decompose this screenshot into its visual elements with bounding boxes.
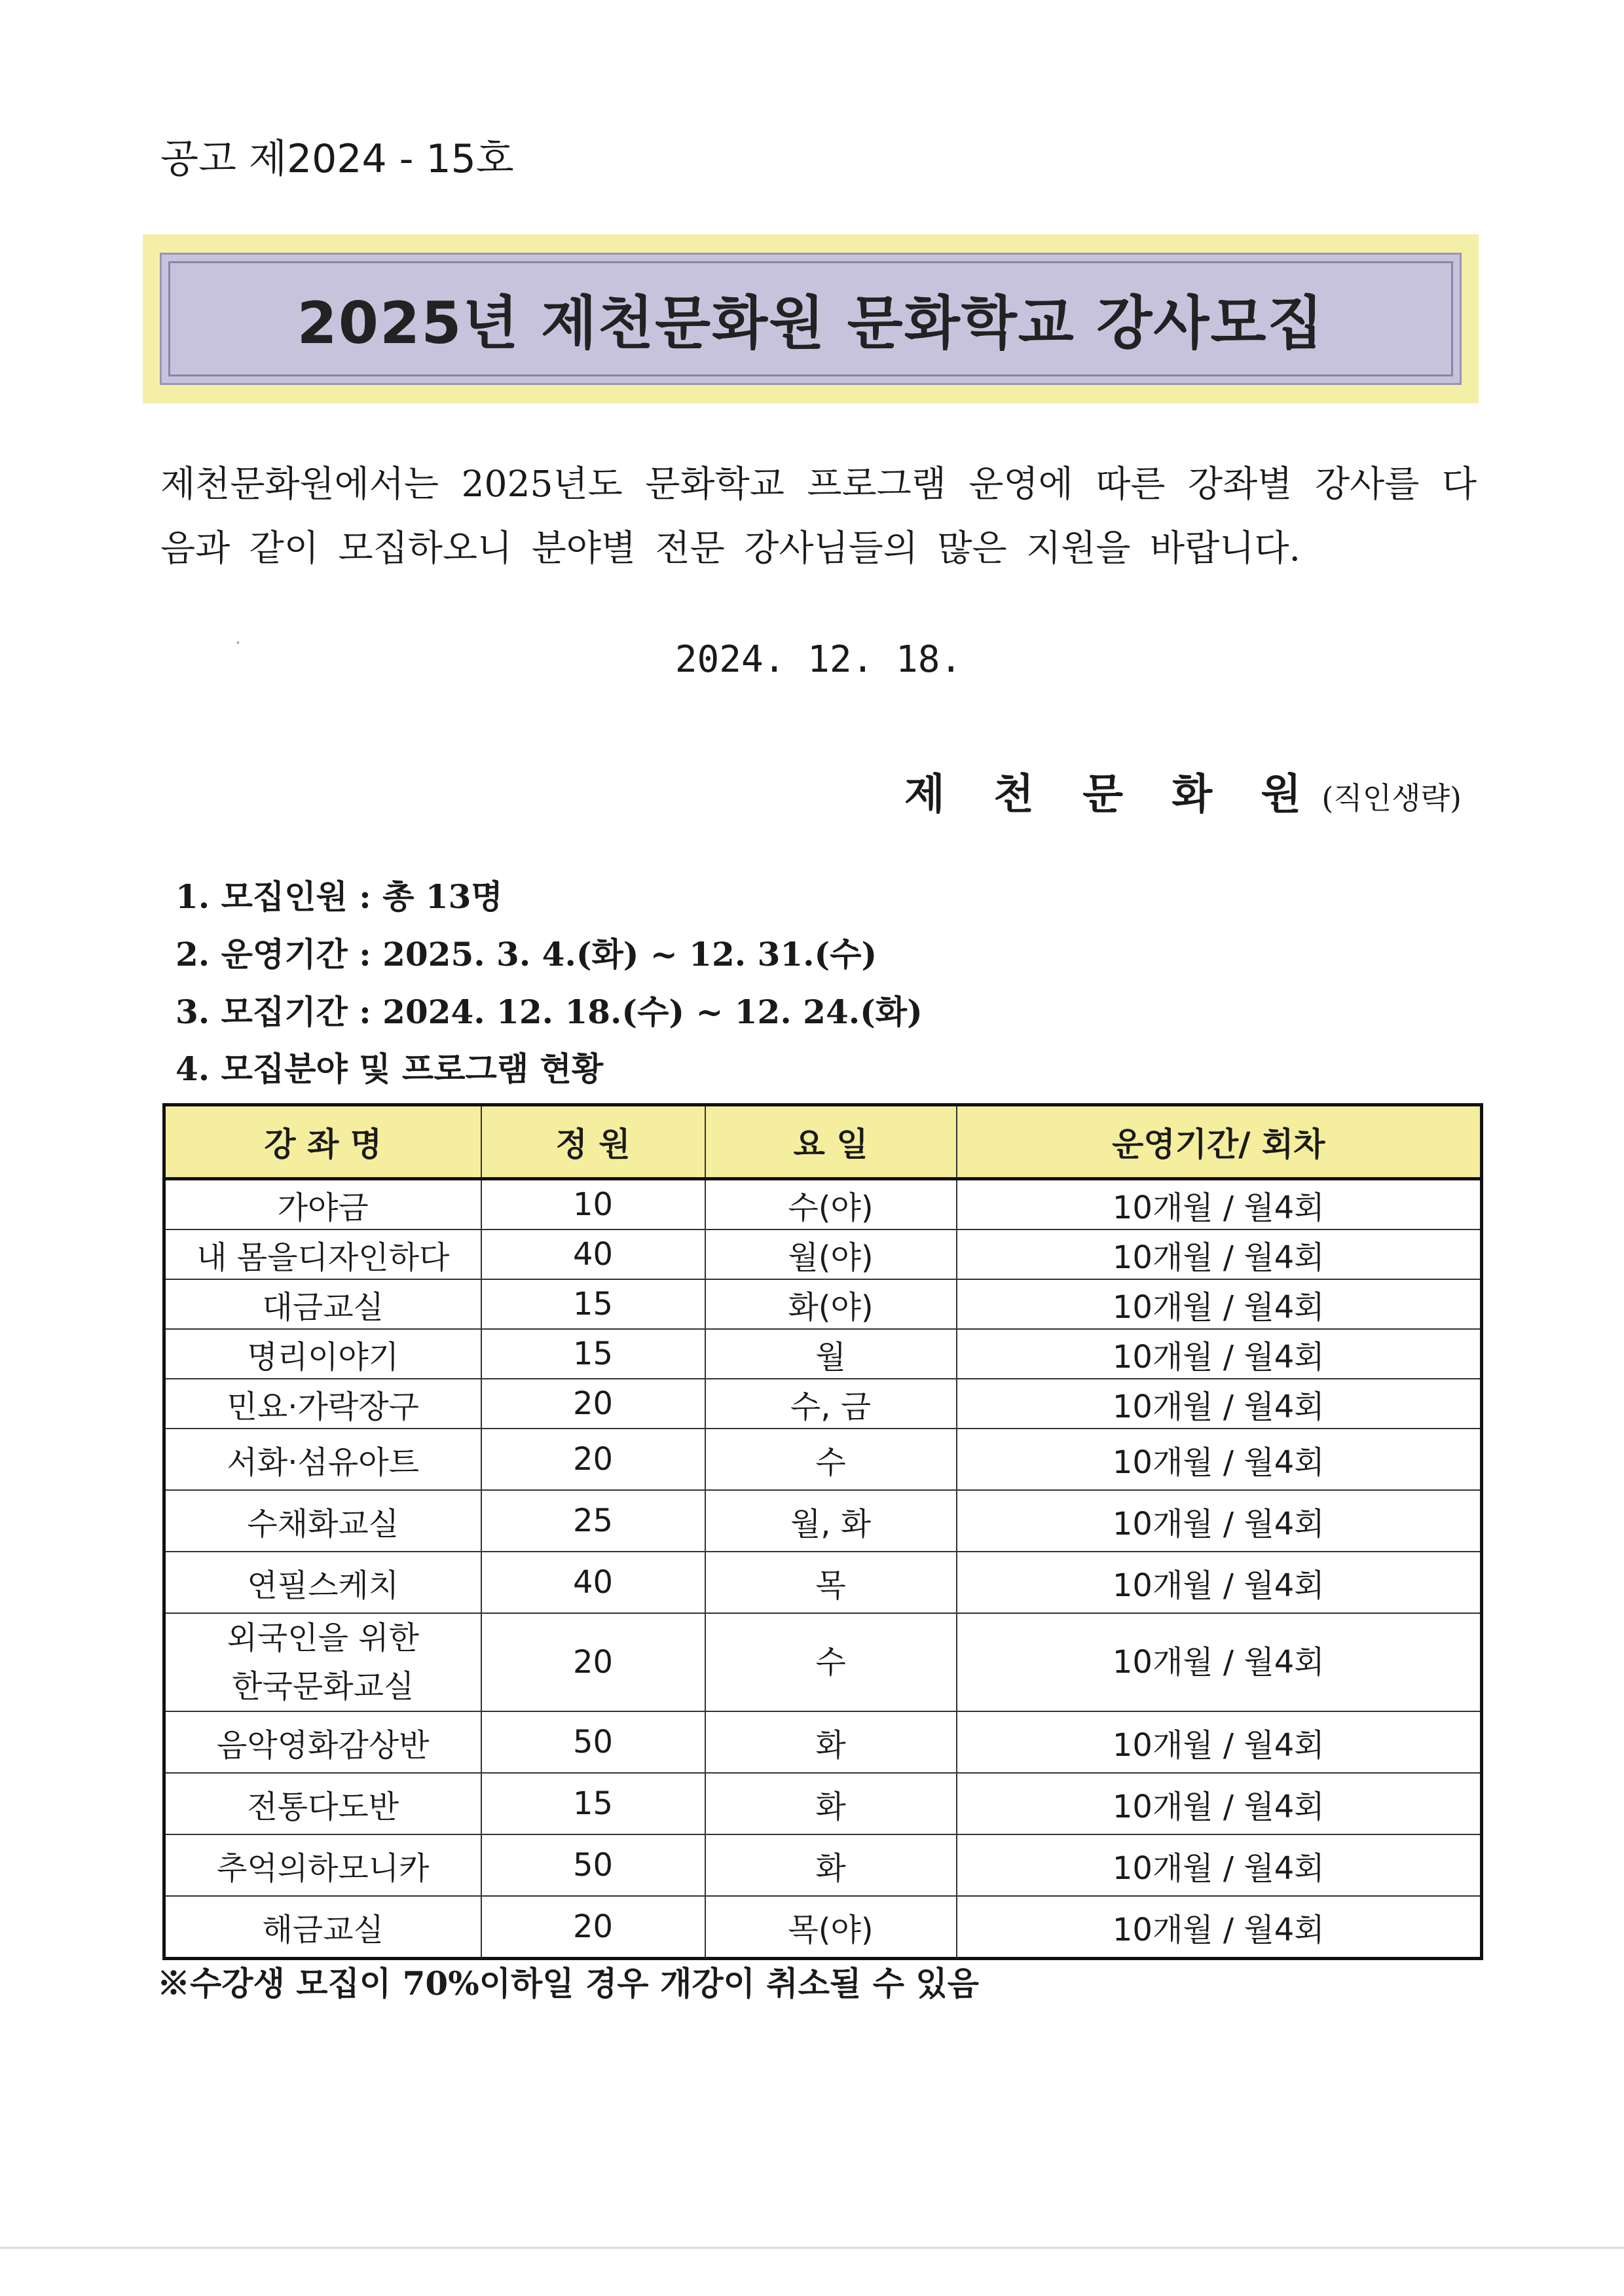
course-name-line1: 외국인을 위한 bbox=[227, 1620, 419, 1656]
course-name: 전통다도반 bbox=[164, 1773, 481, 1834]
announcement-date: 2024. 12. 18. bbox=[674, 638, 963, 681]
column-header-day: 요 일 bbox=[705, 1105, 957, 1179]
capacity: 20 bbox=[481, 1379, 705, 1429]
period-sessions: 10개월 / 월4회 bbox=[957, 1429, 1482, 1490]
course-name: 음악영화감상반 bbox=[164, 1711, 481, 1773]
title-banner bbox=[143, 234, 1479, 403]
period-sessions: 10개월 / 월4회 bbox=[957, 1552, 1482, 1613]
table-row bbox=[164, 1179, 1482, 1230]
program-table bbox=[162, 1103, 1483, 1960]
table-row bbox=[164, 1230, 1482, 1279]
table-row bbox=[164, 1613, 1482, 1711]
course-name: 연필스케치 bbox=[164, 1552, 481, 1613]
period-sessions: 10개월 / 월4회 bbox=[957, 1329, 1482, 1379]
period-sessions: 10개월 / 월4회 bbox=[957, 1613, 1482, 1711]
period-sessions: 10개월 / 월4회 bbox=[957, 1711, 1482, 1773]
seal-omitted-note: (직인생략) bbox=[1321, 780, 1462, 816]
course-name: 명리이야기 bbox=[164, 1329, 481, 1379]
item-operation-period: 2. 운영기간 : 2025. 3. 4.(화) ~ 12. 31.(수) bbox=[175, 935, 877, 974]
class-day: 수 bbox=[705, 1429, 957, 1490]
class-day: 화 bbox=[705, 1711, 957, 1773]
class-day: 월 bbox=[705, 1329, 957, 1379]
period-sessions: 10개월 / 월4회 bbox=[957, 1834, 1482, 1896]
course-name: 추억의하모니카 bbox=[164, 1834, 481, 1896]
title-banner-inner bbox=[160, 253, 1462, 385]
course-name: 가야금 bbox=[164, 1179, 481, 1230]
item-recruit-period: 3. 모집기간 : 2024. 12. 18.(수) ~ 12. 24.(화) bbox=[175, 993, 923, 1031]
class-day: 목(야) bbox=[705, 1896, 957, 1959]
class-day: 화 bbox=[705, 1834, 957, 1896]
column-header-course: 강 좌 명 bbox=[164, 1105, 481, 1179]
item-recruit-count: 1. 모집인원 : 총 13명 bbox=[175, 877, 503, 916]
class-day: 수(야) bbox=[705, 1179, 957, 1230]
column-header-capacity: 정 원 bbox=[481, 1105, 705, 1179]
period-sessions: 10개월 / 월4회 bbox=[957, 1179, 1482, 1230]
organization-name: 제 천 문 화 원 bbox=[904, 770, 1319, 819]
capacity: 20 bbox=[481, 1613, 705, 1711]
course-name: 서화·섬유아트 bbox=[164, 1429, 481, 1490]
table-row bbox=[164, 1552, 1482, 1613]
capacity: 20 bbox=[481, 1429, 705, 1490]
table-row bbox=[164, 1429, 1482, 1490]
course-name-line2: 한국문화교실 bbox=[232, 1668, 415, 1705]
capacity: 20 bbox=[481, 1896, 705, 1959]
capacity: 50 bbox=[481, 1711, 705, 1773]
course-name: 수채화교실 bbox=[164, 1490, 481, 1552]
table-header-row bbox=[164, 1105, 1482, 1179]
course-name: 대금교실 bbox=[164, 1279, 481, 1329]
capacity: 15 bbox=[481, 1773, 705, 1834]
course-name: 민요·가락장구 bbox=[164, 1379, 481, 1429]
period-sessions: 10개월 / 월4회 bbox=[957, 1490, 1482, 1552]
capacity: 25 bbox=[481, 1490, 705, 1552]
capacity: 10 bbox=[481, 1179, 705, 1230]
item-program-status: 4. 모집분야 및 프로그램 현황 bbox=[175, 1049, 604, 1088]
class-day: 화(야) bbox=[705, 1279, 957, 1329]
column-header-period: 운영기간/ 회차 bbox=[957, 1105, 1482, 1179]
class-day: 월(야) bbox=[705, 1230, 957, 1279]
class-day: 수 bbox=[705, 1613, 957, 1711]
capacity: 40 bbox=[481, 1552, 705, 1613]
course-name: 해금교실 bbox=[164, 1896, 481, 1959]
table-row bbox=[164, 1834, 1482, 1896]
cancellation-footnote: ※수강생 모집이 70%이하일 경우 개강이 취소될 수 있음 bbox=[157, 1964, 979, 2003]
course-name bbox=[164, 1613, 481, 1711]
period-sessions: 10개월 / 월4회 bbox=[957, 1773, 1482, 1834]
capacity: 15 bbox=[481, 1279, 705, 1329]
course-name: 내 몸을디자인하다 bbox=[164, 1230, 481, 1279]
table-row bbox=[164, 1896, 1482, 1959]
table-row bbox=[164, 1329, 1482, 1379]
table-row bbox=[164, 1773, 1482, 1834]
page-title: 2025년 제천문화원 문화학교 강사모집 bbox=[297, 289, 1325, 357]
period-sessions: 10개월 / 월4회 bbox=[957, 1379, 1482, 1429]
notice-number: 공고 제2024 - 15호 bbox=[160, 136, 514, 182]
table-row bbox=[164, 1711, 1482, 1773]
class-day: 수, 금 bbox=[705, 1379, 957, 1429]
table-row bbox=[164, 1279, 1482, 1329]
class-day: 목 bbox=[705, 1552, 957, 1613]
period-sessions: 10개월 / 월4회 bbox=[957, 1279, 1482, 1329]
class-day: 화 bbox=[705, 1773, 957, 1834]
capacity: 40 bbox=[481, 1230, 705, 1279]
intro-paragraph: 제천문화원에서는 2025년도 문화학교 프로그램 운영에 따른 강좌별 강사를 다음과 같이 모집하오니 분야별 전문 강사님들의 많은 지원을 바랍니다. bbox=[160, 463, 1477, 569]
period-sessions: 10개월 / 월4회 bbox=[957, 1230, 1482, 1279]
period-sessions: 10개월 / 월4회 bbox=[957, 1896, 1482, 1959]
table-row bbox=[164, 1490, 1482, 1552]
capacity: 50 bbox=[481, 1834, 705, 1896]
page-bottom-rule bbox=[0, 2247, 1624, 2249]
class-day: 월, 화 bbox=[705, 1490, 957, 1552]
capacity: 15 bbox=[481, 1329, 705, 1379]
table-row bbox=[164, 1379, 1482, 1429]
organization-signature bbox=[904, 761, 1462, 821]
